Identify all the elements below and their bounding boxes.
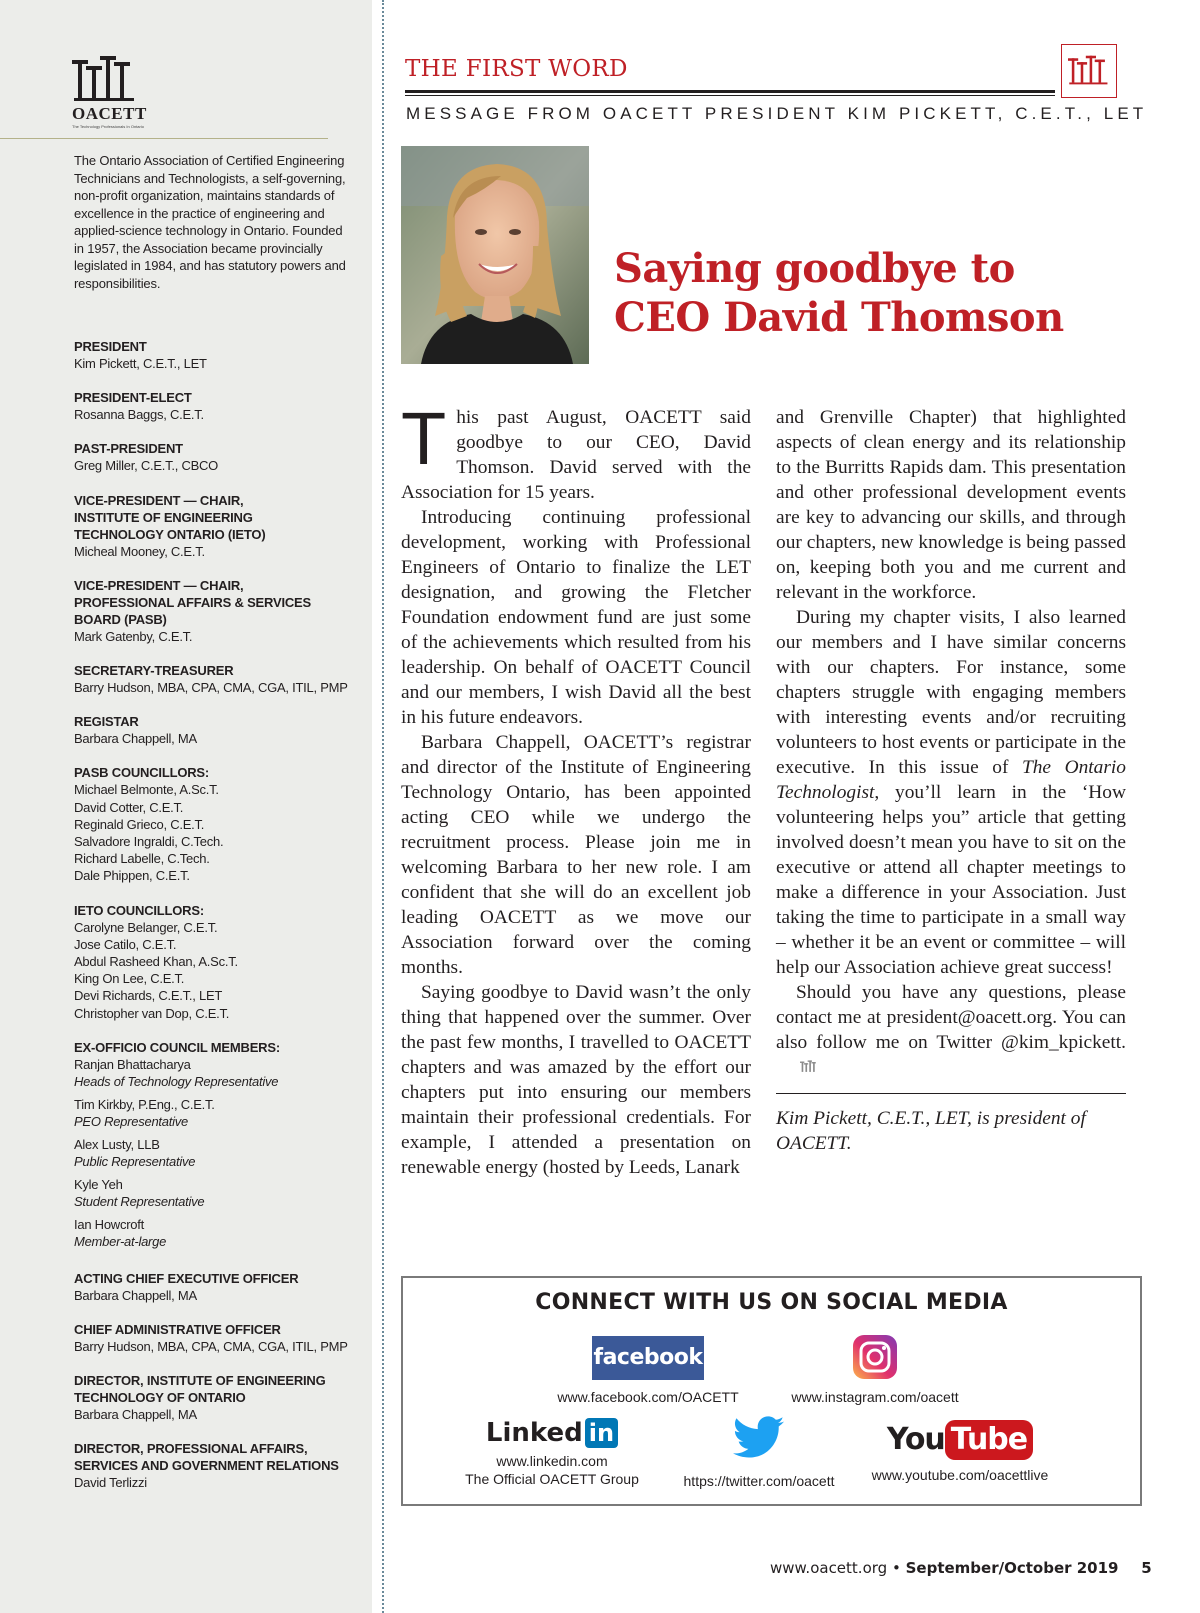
youtube-link[interactable] bbox=[855, 1418, 1065, 1484]
twitter-link[interactable] bbox=[659, 1416, 859, 1490]
social-media-box bbox=[401, 1276, 1142, 1506]
logo-wordmark: OACETT bbox=[72, 104, 147, 123]
linkedin-in-badge: in bbox=[585, 1418, 618, 1448]
bio-divider bbox=[776, 1093, 1126, 1094]
article-paragraph bbox=[401, 397, 751, 505]
article-column-left bbox=[401, 397, 751, 1180]
roster-name: Barbara Chappell, MA bbox=[74, 731, 197, 747]
council-roster bbox=[74, 338, 364, 1509]
end-mark-icon bbox=[780, 1056, 818, 1081]
roster-name: Richard Labelle, C.Tech. bbox=[74, 851, 210, 867]
roster-name: Kyle Yeh bbox=[74, 1176, 123, 1192]
linkedin-logo-text: Linked bbox=[485, 1418, 583, 1448]
roster-heading: VICE-PRESIDENT — CHAIR, bbox=[74, 577, 244, 593]
roster-heading: DIRECTOR, PROFESSIONAL AFFAIRS, bbox=[74, 1441, 308, 1457]
roster-group-ieto-councillors bbox=[74, 902, 364, 1022]
roster-name: Rosanna Baggs, C.E.T. bbox=[74, 407, 204, 423]
author-bio: Kim Pickett, C.E.T., LET, is president of OACETT. bbox=[776, 1108, 1086, 1155]
section-title: THE FIRST WORD bbox=[405, 56, 628, 82]
roster-heading: TECHNOLOGY OF ONTARIO bbox=[74, 1390, 246, 1406]
roster-role: PEO Representative bbox=[74, 1113, 189, 1129]
linkedin-url: www.linkedin.com bbox=[496, 1453, 608, 1469]
roster-name: Jose Catilo, C.E.T. bbox=[74, 936, 177, 952]
page-number: 5 bbox=[1141, 1559, 1152, 1577]
roster-name: Barry Hudson, MBA, CPA, CMA, CGA, ITIL, PMP bbox=[74, 1339, 348, 1355]
roster-heading: PROFESSIONAL AFFAIRS & SERVICES bbox=[74, 594, 311, 610]
roster-group-ex-officio bbox=[74, 1039, 364, 1250]
roster-heading: PASB COUNCILLORS: bbox=[74, 765, 210, 781]
roster-heading: ACTING CHIEF EXECUTIVE OFFICER bbox=[74, 1270, 299, 1286]
roster-name: Alex Lusty, LLB bbox=[74, 1136, 160, 1152]
roster-name: Michael Belmonte, A.Sc.T. bbox=[74, 782, 219, 798]
social-title: CONNECT WITH US ON SOCIAL MEDIA bbox=[535, 1290, 1008, 1315]
roster-role: Member-at-large bbox=[74, 1233, 167, 1249]
roster-name: Greg Miller, C.E.T., CBCO bbox=[74, 458, 218, 474]
logo-divider bbox=[0, 138, 328, 139]
roster-role: Public Representative bbox=[74, 1153, 196, 1169]
roster-group-pasb-councillors bbox=[74, 764, 364, 884]
roster-heading: BOARD (PASB) bbox=[74, 611, 167, 627]
roster-heading: INSTITUTE OF ENGINEERING bbox=[74, 509, 253, 525]
instagram-link[interactable] bbox=[775, 1334, 975, 1406]
roster-heading: TECHNOLOGY ONTARIO (IETO) bbox=[74, 526, 266, 542]
roster-heading: PRESIDENT-ELECT bbox=[74, 390, 192, 406]
oacett-badge-icon bbox=[1061, 44, 1117, 98]
ex-officio-member bbox=[74, 1056, 364, 1090]
linkedin-group-label: The Official OACETT Group bbox=[465, 1471, 639, 1487]
linkedin-link[interactable] bbox=[447, 1416, 657, 1488]
roster-group-cao bbox=[74, 1321, 364, 1355]
twitter-bird-icon bbox=[733, 1416, 785, 1460]
roster-name: Dale Phippen, C.E.T. bbox=[74, 868, 190, 884]
roster-heading: DIRECTOR, INSTITUTE OF ENGINEERING bbox=[74, 1373, 326, 1389]
roster-heading: PRESIDENT bbox=[74, 339, 147, 354]
roster-name: Ranjan Bhattacharya bbox=[74, 1056, 191, 1072]
roster-group-past-president bbox=[74, 440, 364, 474]
article-headline bbox=[614, 244, 1094, 342]
publication-title: The Ontario Technologist bbox=[776, 757, 1126, 803]
ex-officio-member bbox=[74, 1216, 364, 1250]
ex-officio-member bbox=[74, 1176, 364, 1210]
roster-name: Barry Hudson, MBA, CPA, CMA, CGA, ITIL, PMP bbox=[74, 680, 348, 696]
article-paragraph: Saying goodbye to David wasn’t the only thing that happened over the summer. Over the past few months, I travelled to OACETT chapters and was amazed by the effort our chapters put into ensuring our members maintain their professional credentials. For example, I attended a presentation on renewable energy (hosted by Leeds, Lanark bbox=[401, 982, 751, 1178]
paragraph-text: his past August, OACETT said goodbye to our CEO, David Thomson. David served with the Association for 15 years. bbox=[401, 407, 751, 503]
youtube-logo bbox=[855, 1418, 1065, 1462]
youtube-url: www.youtube.com/oacettlive bbox=[871, 1467, 1049, 1483]
roster-name: Salvadore Ingraldi, C.Tech. bbox=[74, 834, 224, 850]
roster-name: Carolyne Belanger, C.E.T. bbox=[74, 919, 218, 935]
roster-name: Devi Richards, C.E.T., LET bbox=[74, 988, 223, 1004]
roster-heading: CHIEF ADMINISTRATIVE OFFICER bbox=[74, 1322, 281, 1338]
paragraph-text: Should you have any questions, please contact me at president@oacett.org. You can also follow me on Twitter @kim_kpickett. bbox=[776, 982, 1126, 1053]
roster-name: Micheal Mooney, C.E.T. bbox=[74, 543, 205, 559]
roster-heading: SERVICES AND GOVERNMENT RELATIONS bbox=[74, 1458, 339, 1474]
roster-name: Abdul Rasheed Khan, A.Sc.T. bbox=[74, 954, 238, 970]
facebook-logo: facebook bbox=[592, 1336, 704, 1380]
headline-line: Saying goodbye to bbox=[614, 245, 1015, 292]
facebook-url: www.facebook.com/OACETT bbox=[557, 1389, 739, 1405]
roster-name: Barbara Chappell, MA bbox=[74, 1287, 197, 1303]
roster-name: Mark Gatenby, C.E.T. bbox=[74, 628, 193, 644]
roster-name: Tim Kirkby, P.Eng., C.E.T. bbox=[74, 1096, 215, 1112]
roster-name: King On Lee, C.E.T. bbox=[74, 971, 185, 987]
roster-name: Ian Howcroft bbox=[74, 1216, 144, 1232]
footer-site: www.oacett.org bbox=[770, 1559, 888, 1577]
paragraph-text: During my chapter visits, I also learned our members and I have similar concerns with our chapters. For instance, some chapters struggle with engaging members with interesting events and/or recruiting volunteers to host events or participate in the executive. In this issue of bbox=[776, 607, 1126, 778]
article-column-right bbox=[776, 405, 1126, 1156]
roster-heading: VICE-PRESIDENT — CHAIR, bbox=[74, 492, 244, 508]
roster-group-vp-ieto bbox=[74, 492, 364, 560]
drop-cap: T bbox=[401, 397, 447, 480]
header-rule bbox=[405, 90, 1055, 93]
roster-group-president bbox=[74, 338, 364, 372]
instagram-url: www.instagram.com/oacett bbox=[791, 1389, 959, 1405]
roster-name: David Cotter, C.E.T. bbox=[74, 799, 184, 815]
article-paragraph: Introducing continuing professional development, working with Professional Engineers of Ontario to finalize the LET designation, and growing the Fletcher Foundation endowment fund are just some of the achievements which resulted from his leadership. On behalf of OACETT Council and our members, I wish David all the best in his future endeavors. bbox=[401, 507, 751, 728]
roster-heading: IETO COUNCILLORS: bbox=[74, 902, 204, 918]
roster-name: Kim Pickett, C.E.T., LET bbox=[74, 356, 207, 371]
article-paragraph bbox=[776, 605, 1126, 980]
ex-officio-member bbox=[74, 1136, 364, 1170]
article-kicker: MESSAGE FROM OACETT PRESIDENT KIM PICKETT, C.E.T., LET bbox=[406, 104, 1148, 123]
oacett-logo-icon bbox=[72, 56, 138, 109]
roster-heading: REGISTAR bbox=[74, 714, 139, 730]
roster-role: Student Representative bbox=[74, 1193, 205, 1209]
roster-heading: EX-OFFICIO COUNCIL MEMBERS: bbox=[74, 1039, 280, 1055]
youtube-logo-you: You bbox=[886, 1422, 945, 1457]
roster-role: Heads of Technology Representative bbox=[74, 1073, 279, 1089]
instagram-icon bbox=[852, 1334, 898, 1380]
roster-name: David Terlizzi bbox=[74, 1475, 147, 1491]
logo-tagline: The Technology Professionals In Ontario bbox=[72, 124, 144, 129]
roster-group-secretary-treasurer bbox=[74, 662, 364, 696]
roster-name: Reginald Grieco, C.E.T. bbox=[74, 816, 205, 832]
roster-group-acting-ceo bbox=[74, 1270, 364, 1304]
footer-separator: • bbox=[891, 1559, 901, 1577]
ex-officio-member bbox=[74, 1096, 364, 1130]
roster-heading: SECRETARY-TREASURER bbox=[74, 663, 234, 679]
article-paragraph bbox=[776, 980, 1126, 1081]
roster-name: Barbara Chappell, MA bbox=[74, 1407, 197, 1423]
sidebar bbox=[0, 0, 372, 1613]
page-footer bbox=[770, 1559, 1152, 1577]
facebook-link[interactable] bbox=[553, 1336, 743, 1406]
article-paragraph: and Grenville Chapter) that highlighted aspects of clean energy and its relationship to the Burritts Rapids dam. This presentation and other professional development events are key to advancing our skills, and through our chapters, new knowledge is being passed on, keeping both you and me current and relevant in the workforce. bbox=[776, 407, 1126, 603]
roster-group-registrar bbox=[74, 713, 364, 747]
author-portrait bbox=[401, 146, 589, 364]
roster-group-director-pa bbox=[74, 1440, 364, 1491]
roster-group-director-ieto bbox=[74, 1372, 364, 1423]
roster-heading: PAST-PRESIDENT bbox=[74, 441, 183, 457]
youtube-logo-tube: Tube bbox=[945, 1420, 1033, 1460]
paragraph-text: , you’ll learn in the ‘How volunteering helps you” article that getting involved doesn’t mean you have to sit on the executive or attend all chapter meetings to make a difference in your Association. Just taking the time to participate in a small way – whether it be an event or committee – will help our Association achieve great success! bbox=[776, 782, 1126, 978]
roster-group-president-elect bbox=[74, 389, 364, 423]
headline-line: CEO David Thomson bbox=[614, 294, 1064, 341]
header-rule bbox=[405, 95, 1055, 96]
sidebar-dotted-divider bbox=[382, 0, 384, 1613]
footer-issue: September/October 2019 bbox=[905, 1559, 1119, 1577]
association-description: The Ontario Association of Certified Engineering Technicians and Technologists, a self-governing, non-profit organization, maintains standards of excellence in the practice of engineering and applied-science technology in Ontario. Founded in 1957, the Association became provincially legislated in 1984, and has statutory powers and responsibilities. bbox=[74, 153, 346, 291]
linkedin-logo bbox=[447, 1416, 657, 1450]
twitter-url: https://twitter.com/oacett bbox=[683, 1473, 835, 1489]
roster-name: Christopher van Dop, C.E.T. bbox=[74, 1005, 230, 1021]
article-paragraph: Barbara Chappell, OACETT’s registrar and director of the Institute of Engineering Technology Ontario, has been appointed acting CEO while we undergo the recruitment process. Please join me in welcoming Barbara to her new role. I am confident that she will do an excellent job leading OACETT as we move our Association forward over the coming months. bbox=[401, 732, 751, 978]
roster-group-vp-pasb bbox=[74, 577, 364, 645]
